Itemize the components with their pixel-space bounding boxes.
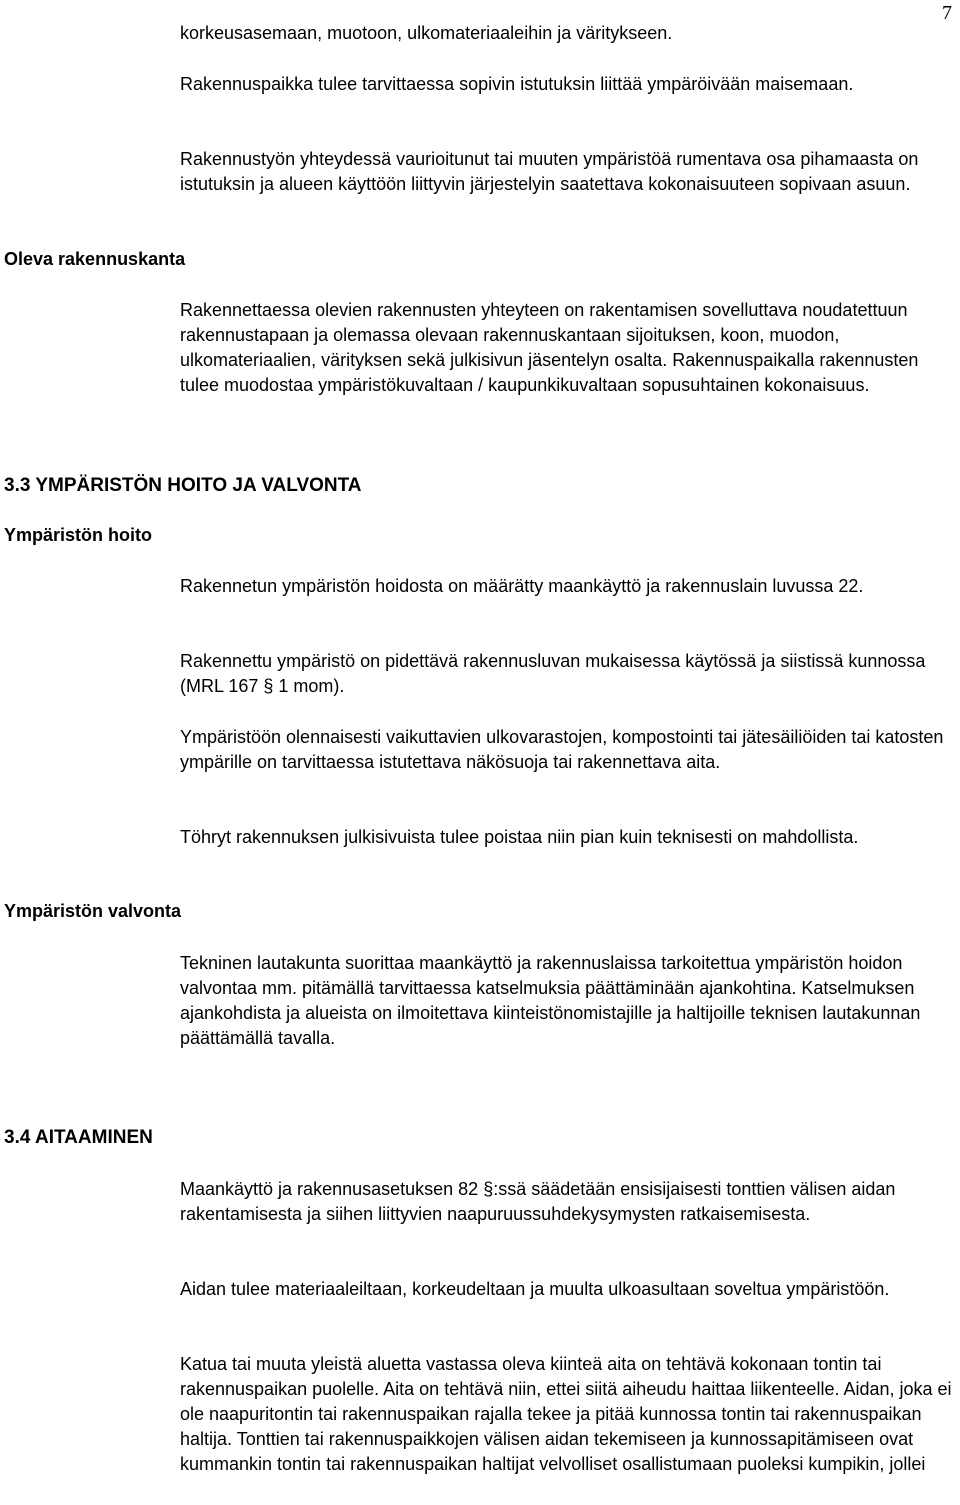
paragraph-maankaytto-asetus: Maankäyttö ja rakennusasetuksen 82 §:ssä säädetään ensisijaisesti tonttien välisen aidan rakentamisesta ja siihen liittyvien naapuruussuhdekysymysten ratkaisemisesta.	[180, 1179, 896, 1224]
side-label-oleva-rakennuskanta: Oleva rakennuskanta	[4, 249, 186, 269]
section-heading-3-4: 3.4 AITAAMINEN	[4, 1127, 153, 1148]
section-heading-3-3: 3.3 YMPÄRISTÖN HOITO JA VALVONTA	[4, 475, 362, 496]
paragraph-ulkovarastot: Ympäristöön olennaisesti vaikuttavien ulkovarastojen, kompostointi tai jätesäiliöiden tai katosten ympärille on tarvittaessa istutettava näkösuoja tai rakennettava aita.	[180, 727, 944, 772]
paragraph-ulkomateriaalit: korkeusasemaan, muotoon, ulkomateriaaleihin ja väritykseen.	[180, 23, 673, 43]
paragraph-rakennustyo-pihamaa: Rakennustyön yhteydessä vaurioitunut tai muuten ympäristöä rumentava osa pihamaasta on istutuksin ja alueen käyttöön liittyvin järjestelyin saatettava kokonaisuuteen sopivaan asuun.	[180, 149, 919, 194]
side-label-ympariston-hoito: Ympäristön hoito	[4, 525, 152, 545]
paragraph-aidan-materiaalit: Aidan tulee materiaaleiltaan, korkeudeltaan ja muulta ulkoasultaan soveltua ympäristöön.	[180, 1279, 890, 1299]
paragraph-rakennettu-ymparisto: Rakennettu ympäristö on pidettävä rakennusluvan mukaisessa käytössä ja siistissä kunnossa (MRL 167 § 1 mom).	[180, 651, 926, 696]
paragraph-tekninen-lautakunta: Tekninen lautakunta suorittaa maankäyttö ja rakennuslaissa tarkoitettua ympäristön hoidon valvontaa mm. pitämällä tarvittaessa katselmuksia päättäminään ajankohtina. Katselmuksen ajankohdista ja alueista on ilmoitettava kiinteistönomistajille ja haltijoille teknisen lautakunnan päättämällä tavalla.	[180, 953, 921, 1048]
side-label-ympariston-valvonta: Ympäristön valvonta	[4, 901, 182, 921]
paragraph-rakennettaessa: Rakennettaessa olevien rakennusten yhteyteen on rakentamisen sovelluttava noudatettuun rakennustapaan ja olemassa olevaan rakennuskantaan sijoituksen, koon, muodon, ulkomateriaalien, värityksen sekä julkisivun jäsentelyn osalta. Rakennuspaikalla rakennusten tulee muodostaa ympäristökuvaltaan / kaupunkikuvaltaan sopusuhtainen kokonaisuus.	[180, 300, 919, 395]
page-number: 7	[942, 2, 952, 24]
paragraph-rakennetun-ympariston-hoito: Rakennetun ympäristön hoidosta on määrätty maankäyttö ja rakennuslain luvussa 22.	[180, 576, 864, 596]
paragraph-tohryt: Töhryt rakennuksen julkisivuista tulee poistaa niin pian kuin teknisesti on mahdollista.	[180, 827, 859, 847]
paragraph-rakennuspaikka-istutus: Rakennuspaikka tulee tarvittaessa sopivin istutuksin liittää ympäröivään maisemaan.	[180, 74, 854, 94]
paragraph-katua-vastassa: Katua tai muuta yleistä aluetta vastassa oleva kiinteä aita on tehtävä kokonaan tontin tai rakennuspaikan puolelle. Aita on tehtävä niin, ettei siitä aiheudu haittaa liikenteelle. Aidan, joka ei ole naapuritontin tai rakennuspaikan rajalla tekee ja pitää kunnossa tontin tai rakennuspaikan haltija. Tonttien tai rakennuspaikkojen välisen aidan tekemiseen ja kunnossapitämiseen ovat kummankin tontin tai rakennuspaikan haltijat velvolliset osallistumaan puoleksi kumpikin, jollei	[180, 1354, 952, 1474]
